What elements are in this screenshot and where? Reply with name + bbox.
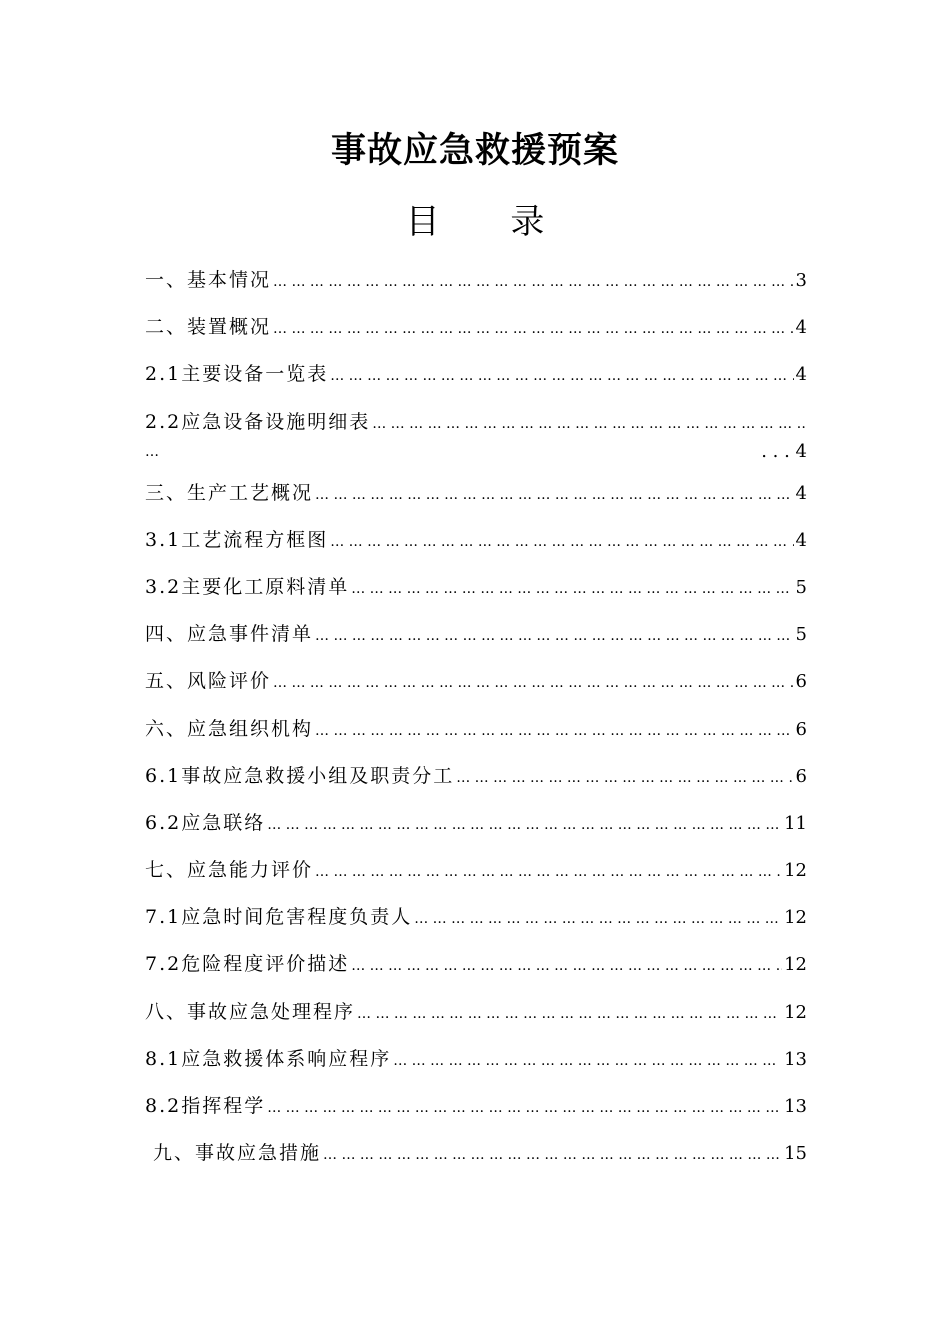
toc-entry-page-number: 6 xyxy=(795,765,807,787)
toc-entry[interactable] xyxy=(145,946,807,993)
toc-dot-leader xyxy=(372,406,805,442)
toc-entry[interactable] xyxy=(145,522,807,569)
toc-dot-leader xyxy=(273,665,794,701)
toc-entry-page-number: 12 xyxy=(784,860,807,882)
toc-entry[interactable] xyxy=(145,262,807,309)
toc-entry[interactable] xyxy=(145,852,807,899)
toc-entry-label: 七、应急能力评价 xyxy=(145,859,314,882)
toc-entry-label: 7.1应急时间危害程度负责人 xyxy=(145,906,413,929)
toc-dot-leader xyxy=(315,854,782,890)
toc-entry[interactable] xyxy=(145,309,807,356)
toc-entry-label: 三、生产工艺概况 xyxy=(145,481,314,504)
toc-entry-page-number: 12 xyxy=(784,954,807,976)
toc-dot-leader xyxy=(351,948,782,984)
toc-entry[interactable] xyxy=(145,1088,807,1135)
toc-entry-page-number: 3 xyxy=(795,270,807,291)
toc-entry-page-number: 11 xyxy=(784,812,807,834)
toc-entry-page-number: 4 xyxy=(795,482,807,504)
toc-entry-label: 2.2应急设备设施明细表 xyxy=(145,410,371,433)
toc-entry[interactable] xyxy=(145,899,807,946)
toc-heading: 目 录 xyxy=(405,202,575,242)
toc-entry-label: 二、装置概况 xyxy=(145,316,272,339)
toc-entry[interactable] xyxy=(145,404,807,475)
toc-entry-page-number: 4 xyxy=(795,440,807,462)
toc-entry[interactable] xyxy=(145,994,807,1041)
toc-dot-leader xyxy=(267,1090,782,1126)
document-title: 事故应急救援预案 xyxy=(330,131,619,171)
toc-dot-leader xyxy=(267,807,782,843)
toc-entry-page-number: 6 xyxy=(795,671,807,693)
toc-entry-page-number: 6 xyxy=(795,718,807,740)
toc-dot-leader xyxy=(414,901,782,937)
toc-entry-label: 一、基本情况 xyxy=(145,269,272,291)
toc-dot-leader xyxy=(273,311,794,347)
toc-entry-label: 3.1工艺流程方框图 xyxy=(145,528,329,551)
toc-entry-page-number: 5 xyxy=(795,624,807,646)
toc-entry-page-number: 12 xyxy=(784,907,807,929)
toc-dot-leader: . . . xyxy=(761,440,796,462)
toc-dot-leader xyxy=(357,996,782,1032)
toc-dot-leader xyxy=(323,1137,782,1173)
toc-entry-label: 九、事故应急措施 xyxy=(153,1142,322,1165)
toc-entry[interactable] xyxy=(145,356,807,403)
toc-entry-page-number: 12 xyxy=(784,1001,807,1023)
toc-entry-label: 五、风险评价 xyxy=(145,670,272,693)
toc-entry-label: 四、应急事件清单 xyxy=(145,623,314,646)
toc-entry[interactable] xyxy=(145,711,807,758)
toc-dot-leader xyxy=(273,264,794,300)
toc-entry-label: 8.2指挥程学 xyxy=(145,1095,266,1117)
toc-entry-page-number: 13 xyxy=(784,1096,807,1117)
toc-entry-label: 7.2危险程度评价描述 xyxy=(145,953,350,976)
toc-dot-leader xyxy=(315,618,794,654)
toc-dot-leader xyxy=(330,524,793,560)
toc-dot-leader: … xyxy=(145,443,159,460)
toc-entry[interactable] xyxy=(145,758,807,805)
toc-entry[interactable] xyxy=(145,1135,807,1182)
toc-dot-leader xyxy=(315,477,794,513)
toc-dot-leader xyxy=(351,571,793,607)
table-of-contents xyxy=(145,262,807,1182)
toc-dot-leader xyxy=(456,760,793,796)
toc-dot-leader xyxy=(315,713,794,749)
toc-entry[interactable] xyxy=(145,805,807,852)
toc-entry[interactable] xyxy=(145,475,807,522)
toc-entry-label: 八、事故应急处理程序 xyxy=(145,1000,356,1023)
toc-entry[interactable] xyxy=(145,616,807,663)
toc-entry-page-number: 15 xyxy=(784,1143,807,1165)
toc-entry[interactable] xyxy=(145,569,807,616)
toc-entry[interactable] xyxy=(145,663,807,710)
toc-entry-label: 6.2应急联络 xyxy=(145,811,266,834)
toc-entry-label: 8.1应急救援体系响应程序 xyxy=(145,1047,392,1070)
toc-entry-page-number: 4 xyxy=(795,317,807,339)
toc-entry-label: 2.1主要设备一览表 xyxy=(145,363,329,386)
toc-entry-label: 3.2主要化工原料清单 xyxy=(145,575,350,598)
toc-entry[interactable] xyxy=(145,1041,807,1088)
toc-dot-leader xyxy=(393,1043,782,1079)
toc-entry-label: 六、应急组织机构 xyxy=(145,717,314,740)
toc-entry-page-number: 4 xyxy=(795,364,807,386)
toc-entry-page-number: 4 xyxy=(795,529,807,551)
toc-entry-page-number: 5 xyxy=(795,576,807,598)
toc-entry-page-number: 13 xyxy=(784,1048,807,1070)
toc-dot-leader xyxy=(330,358,793,394)
toc-entry-label: 6.1事故应急救援小组及职责分工 xyxy=(145,764,455,787)
